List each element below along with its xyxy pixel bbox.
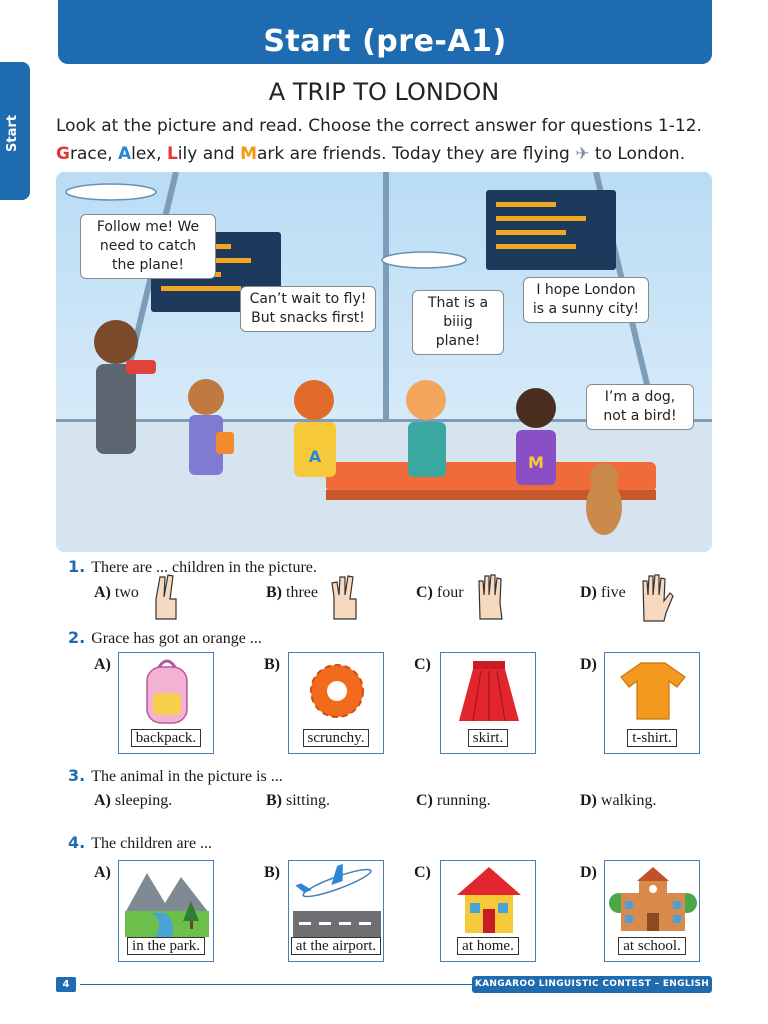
question-text: The children are ...	[91, 835, 213, 852]
page-number: 4	[56, 977, 76, 992]
q2-option-a-card[interactable]	[118, 652, 214, 754]
q2-option-c-letter[interactable]: C)	[414, 656, 431, 673]
question-number: 4.	[68, 833, 86, 852]
question-1	[68, 557, 317, 577]
speech-bubble-mark: I hope London is a sunny city!	[523, 277, 649, 323]
q2-option-d-letter[interactable]: D)	[580, 656, 597, 673]
speech-bubble-dog: I’m a dog, not a bird!	[586, 384, 694, 430]
footer-contest-label: KANGAROO LINGUISTIC CONTEST – ENGLISH	[472, 976, 712, 993]
shirt-letter-a: A	[308, 447, 322, 466]
question-3	[68, 766, 283, 786]
q4-option-b-card[interactable]	[288, 860, 384, 962]
q3-option-d[interactable]: D) walking.	[580, 792, 657, 809]
q3-option-c[interactable]: C) running.	[416, 792, 491, 809]
backpack-icon	[139, 657, 195, 727]
airport-scene-illustration	[56, 172, 712, 552]
q1-option-c[interactable]: C) four	[416, 584, 464, 601]
q2-option-d-card[interactable]	[604, 652, 700, 754]
q1-option-a[interactable]: A) two	[94, 584, 139, 601]
question-number: 1.	[68, 557, 86, 576]
school-icon	[609, 863, 697, 935]
scrunchy-icon	[305, 659, 369, 723]
card-label: at school.	[618, 937, 686, 955]
q4-option-d-card[interactable]	[604, 860, 700, 962]
card-label: backpack.	[131, 729, 201, 747]
three-fingers-hand-icon	[328, 573, 362, 621]
section-subtitle: A TRIP TO LONDON	[268, 78, 500, 106]
q3-option-b[interactable]: B) sitting.	[266, 792, 331, 809]
shirt-letter-m: M	[528, 453, 544, 472]
q1-option-d[interactable]: D) five	[580, 584, 626, 601]
page-header	[58, 0, 712, 64]
card-label: t-shirt.	[627, 729, 677, 747]
question-2	[68, 628, 262, 648]
house-icon	[455, 865, 523, 935]
q2-option-c-card[interactable]	[440, 652, 536, 754]
page-title: Start (pre-A1)	[263, 24, 507, 59]
card-label: in the park.	[127, 937, 205, 955]
question-4	[68, 833, 212, 853]
q4-option-a-letter[interactable]: A)	[94, 864, 111, 881]
q1-option-b[interactable]: B) three	[266, 584, 318, 601]
q3-option-a[interactable]: A) sleeping.	[94, 792, 173, 809]
speech-bubble-alex: Can’t wait to fly! But snacks first!	[240, 286, 376, 332]
intro-text: Grace, Alex, Lily and Mark are friends. Today they are flying ✈ to London.	[56, 144, 686, 164]
instruction-text: Look at the picture and read. Choose the correct answer for questions 1-12.	[56, 116, 702, 136]
speech-bubble-lily: That is a biiig plane!	[412, 290, 504, 355]
airport-icon	[293, 863, 381, 937]
card-label: skirt.	[468, 729, 508, 747]
footer-divider	[80, 984, 472, 985]
question-number: 2.	[68, 628, 86, 647]
skirt-icon	[455, 659, 523, 725]
speech-bubble-grace: Follow me! We need to catch the plane!	[80, 214, 216, 279]
q4-option-b-letter[interactable]: B)	[264, 864, 280, 881]
question-text: The animal in the picture is ...	[91, 768, 283, 785]
side-tab-label: Start	[5, 115, 20, 152]
card-label: at the airport.	[291, 937, 381, 955]
q2-option-b-letter[interactable]: B)	[264, 656, 280, 673]
t-shirt-icon	[619, 659, 687, 723]
card-label: scrunchy.	[303, 729, 370, 747]
q4-option-a-card[interactable]	[118, 860, 214, 962]
question-text: There are ... children in the picture.	[91, 559, 317, 576]
q4-option-c-letter[interactable]: C)	[414, 864, 431, 881]
q2-option-a-letter[interactable]: A)	[94, 656, 111, 673]
question-text: Grace has got an orange ...	[91, 630, 262, 647]
two-fingers-hand-icon	[150, 573, 182, 621]
park-icon	[125, 863, 209, 937]
card-label: at home.	[457, 937, 519, 955]
four-fingers-hand-icon	[474, 573, 508, 621]
q4-option-c-card[interactable]	[440, 860, 536, 962]
q2-option-b-card[interactable]	[288, 652, 384, 754]
plane-icon: ✈	[575, 144, 590, 164]
q4-option-d-letter[interactable]: D)	[580, 864, 597, 881]
question-number: 3.	[68, 766, 86, 785]
five-fingers-hand-icon	[638, 573, 674, 623]
